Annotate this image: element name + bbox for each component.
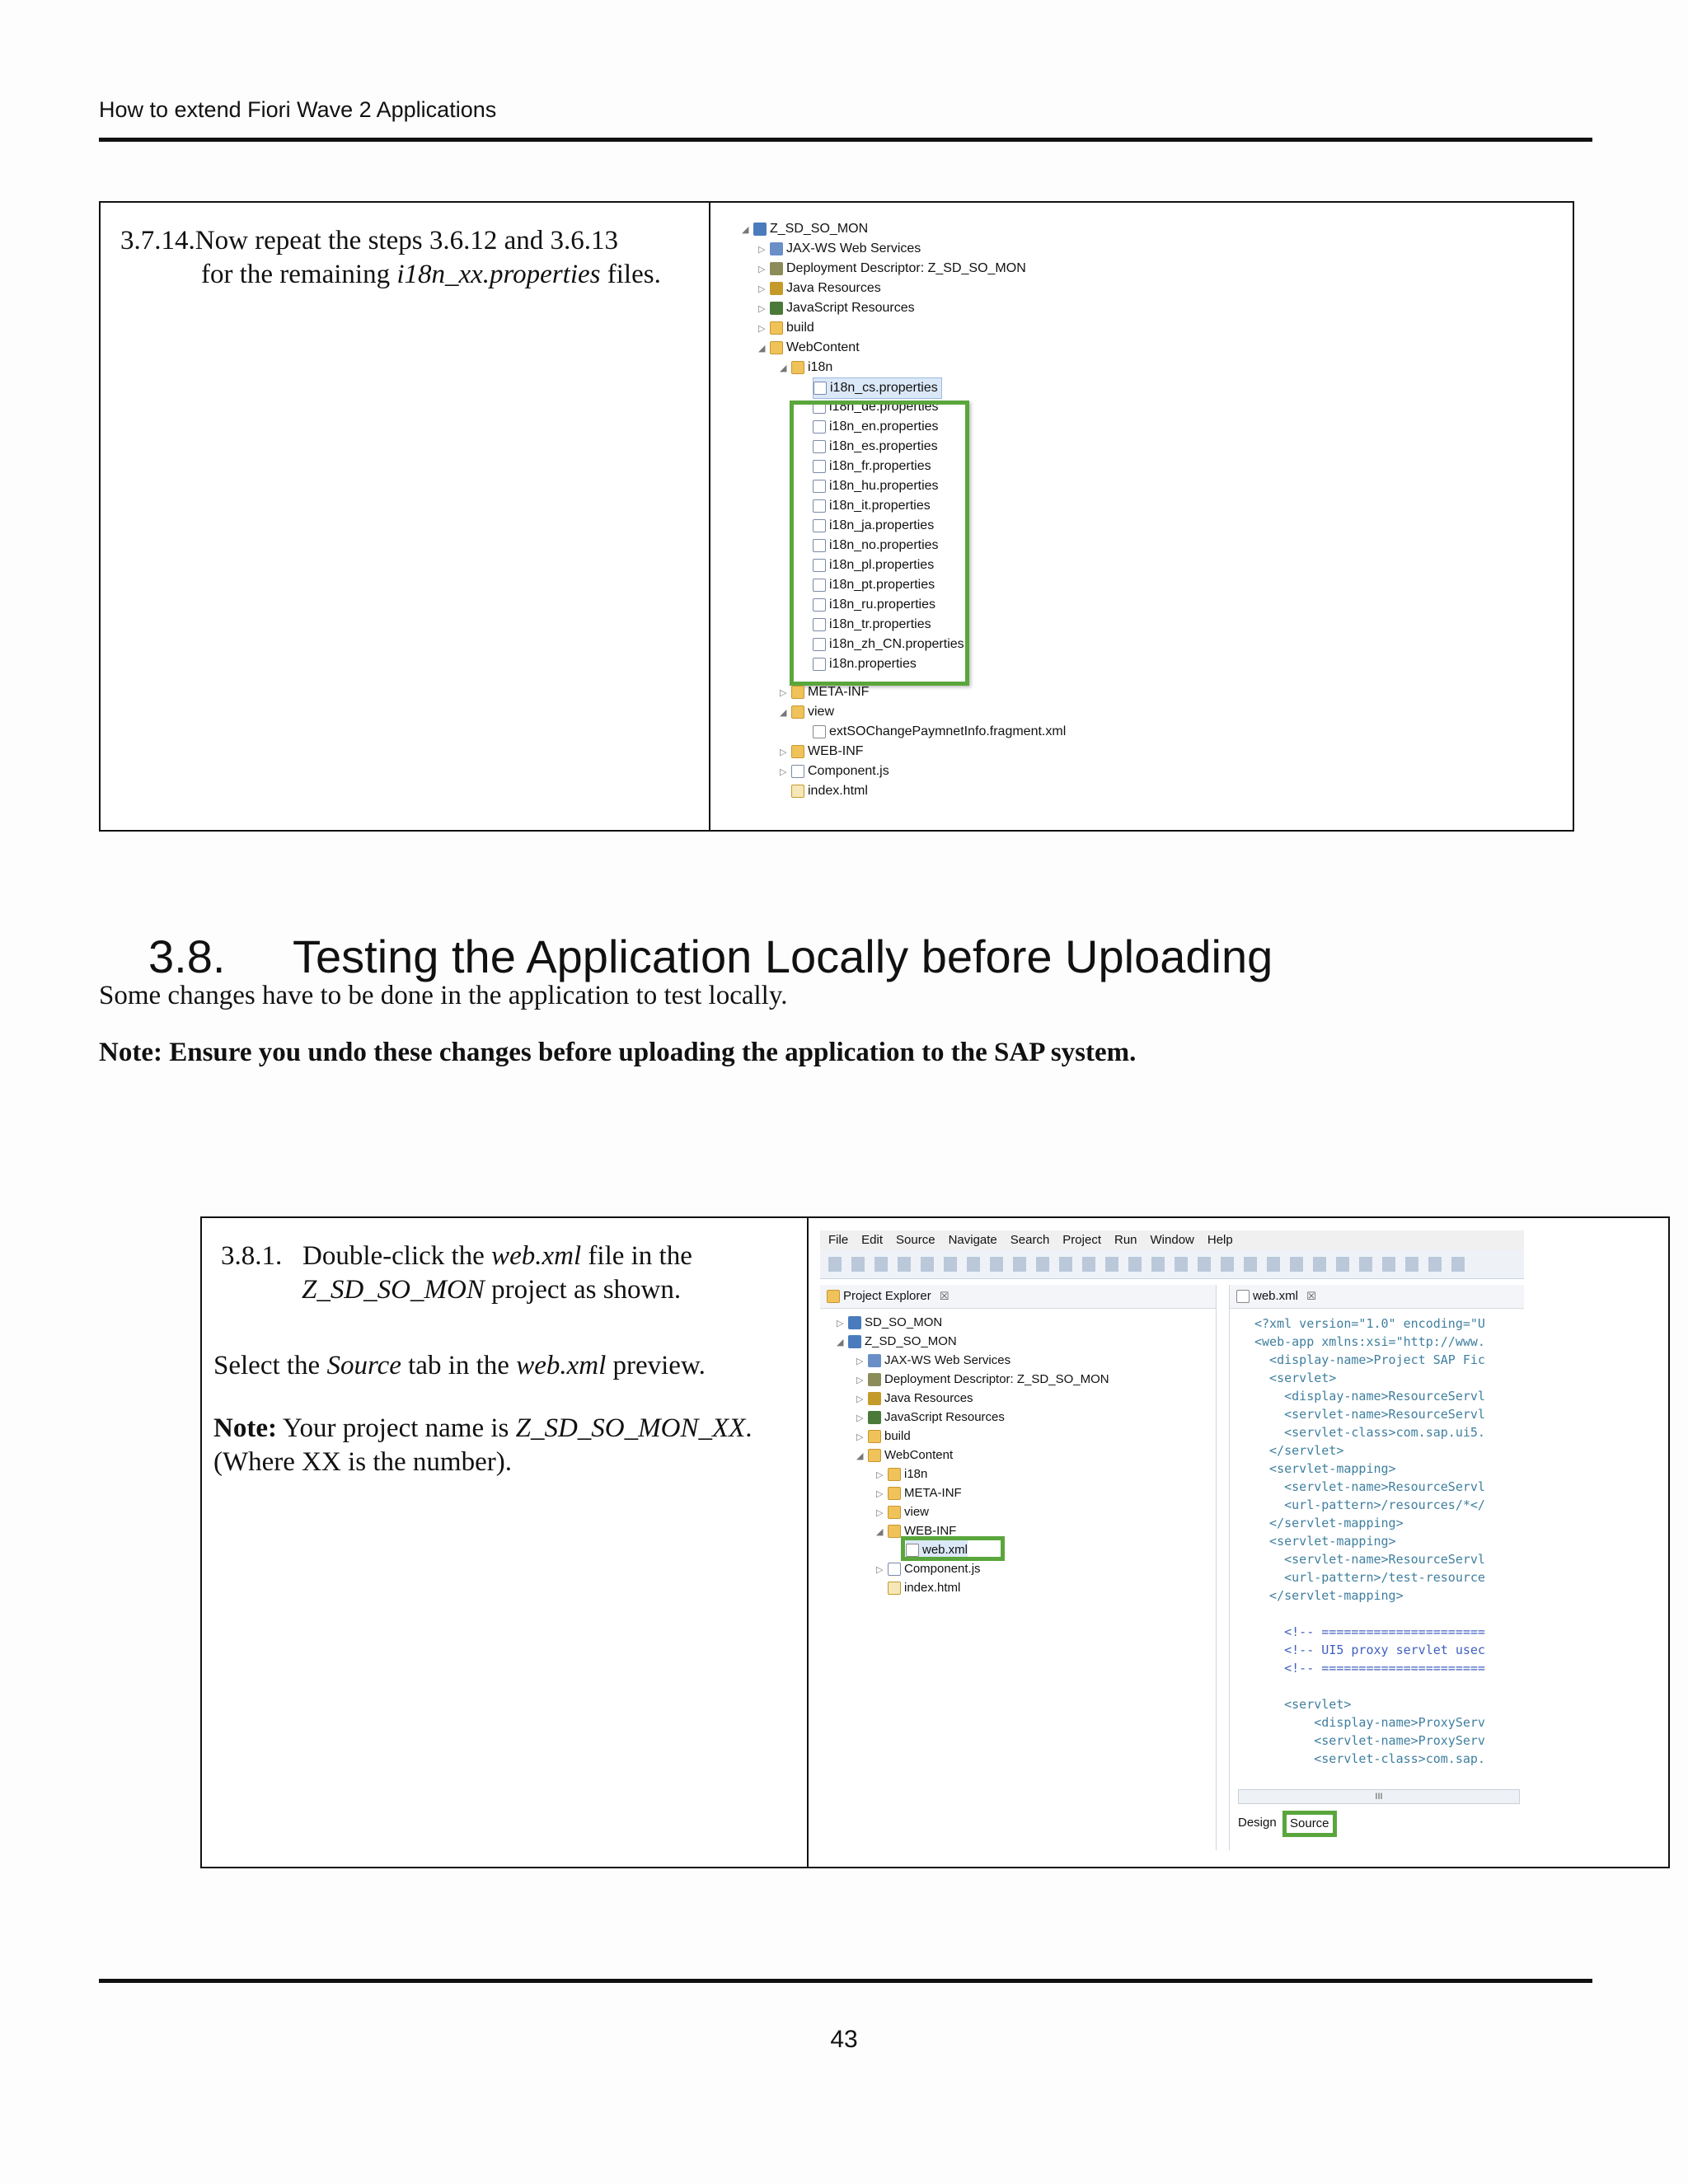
text-filename: web.xml [516, 1351, 607, 1380]
tree-row[interactable]: ▷ JavaScript Resources [856, 1410, 1005, 1424]
code-line: <servlet> [1254, 1697, 1352, 1712]
tree-row[interactable]: ▷ build [856, 1429, 911, 1443]
code-line: </servlet> [1254, 1443, 1344, 1458]
page-number: 43 [830, 2026, 858, 2053]
tree-row[interactable]: ▷ JAX-WS Web Services [856, 1353, 1011, 1367]
code-line: <display-name>ResourceServl [1254, 1389, 1485, 1404]
menu-search[interactable]: Search [1010, 1233, 1050, 1247]
step-project-name: Z_SD_SO_MON [302, 1275, 485, 1305]
tree-file-row[interactable]: i18n_es.properties [813, 437, 938, 457]
tree-row[interactable]: index.html [791, 781, 868, 801]
menu-navigate[interactable]: Navigate [948, 1233, 997, 1247]
table-divider [709, 201, 710, 832]
tree-file-row[interactable]: i18n_fr.properties [813, 457, 931, 476]
tree-file-row[interactable]: i18n_no.properties [813, 536, 939, 555]
text-source: Source [326, 1351, 401, 1380]
xml-source-view[interactable] [1254, 1315, 1524, 1784]
folder-open-icon [791, 361, 804, 374]
step-number: 3.7.14. [120, 226, 195, 255]
step-filename: web.xml [491, 1241, 582, 1271]
explorer-title[interactable]: Project Explorer [843, 1289, 931, 1303]
code-line: <servlet-name>ResourceServl [1254, 1479, 1485, 1494]
webservice-icon [868, 1354, 881, 1367]
tree-row[interactable]: ▷ Component.js [876, 1562, 981, 1576]
code-line: <servlet-name>ResourceServl [1254, 1407, 1485, 1422]
tree-row[interactable]: ▷ JavaScript Resources [758, 301, 915, 315]
project-icon [848, 1316, 861, 1329]
code-line: <!-- ====================== [1254, 1624, 1485, 1639]
xml-file-icon [813, 725, 826, 738]
project-icon [848, 1335, 861, 1348]
tree-file-row[interactable]: i18n_de.properties [813, 397, 939, 417]
menu-bar [820, 1230, 1524, 1250]
tree-file-row[interactable]: i18n_ja.properties [813, 516, 934, 536]
note-label: Note: [213, 1413, 277, 1443]
file-icon [814, 382, 827, 395]
tree-row[interactable]: ◢ WebContent [758, 340, 860, 354]
code-line: <url-pattern>/resources/*</ [1254, 1497, 1485, 1512]
js-file-icon [791, 765, 804, 778]
folder-open-icon [888, 1525, 901, 1538]
code-line: <?xml version="1.0" encoding="U [1254, 1316, 1485, 1331]
tree-row[interactable]: ◢ i18n [780, 360, 833, 374]
folder-icon [888, 1468, 901, 1481]
text-project: Z_SD_SO_MON_XX [515, 1413, 746, 1443]
section-intro: Some changes have to be done in the application to test locally. [99, 981, 788, 1010]
tree-row[interactable]: ▷ i18n [876, 1467, 928, 1481]
step-text-line2c: files. [600, 260, 661, 289]
code-line: <servlet-name>ProxyServ [1254, 1733, 1485, 1748]
html-file-icon [791, 785, 804, 798]
folder-open-icon [868, 1449, 881, 1462]
highlight-box [901, 1536, 1005, 1561]
tree-row[interactable]: index.html [888, 1578, 960, 1598]
html-file-icon [888, 1582, 901, 1595]
footer-rule [99, 1979, 1592, 1983]
step-number: 3.8.1. [221, 1241, 283, 1271]
project-tree-screenshot [734, 216, 1162, 809]
tab-design[interactable]: Design [1238, 1816, 1277, 1830]
scrollbar-grip: III [1375, 1792, 1383, 1802]
tree-file-row[interactable]: i18n_it.properties [813, 496, 931, 516]
code-line: <servlet> [1254, 1371, 1337, 1385]
section-title: Testing the Application Locally before Uploading [293, 930, 1273, 982]
editor-tabbar [1230, 1285, 1524, 1309]
section-number: 3.8. [148, 930, 226, 982]
section-note: Note: Ensure you undo these changes before uploading the application to the SAP system. [99, 1038, 1137, 1067]
code-line: <servlet-mapping> [1254, 1534, 1396, 1549]
close-icon[interactable]: ☒ [939, 1290, 950, 1302]
step-text: Double-click the [302, 1241, 492, 1271]
folder-icon [868, 1430, 881, 1443]
code-line: <display-name>ProxyServ [1254, 1715, 1485, 1730]
js-file-icon [888, 1563, 901, 1576]
tree-file-row[interactable]: i18n_ru.properties [813, 595, 935, 615]
project-name-note [213, 1412, 807, 1479]
tree-row[interactable]: ◢ WebContent [856, 1448, 954, 1462]
tree-file-row[interactable]: i18n_pt.properties [813, 575, 935, 595]
code-line: <servlet-name>ResourceServl [1254, 1552, 1485, 1567]
section-heading [148, 930, 1273, 983]
javascript-icon [770, 302, 783, 315]
folder-icon [791, 745, 804, 758]
table-divider [807, 1216, 809, 1868]
step-text: project as shown. [484, 1275, 682, 1305]
tree-row-web-xml[interactable]: web.xml [906, 1540, 968, 1560]
explorer-header [820, 1285, 1216, 1309]
tree-row[interactable]: ▷ Java Resources [758, 281, 881, 295]
text: Your project name is [276, 1413, 516, 1443]
java-icon [770, 282, 783, 295]
text: (Where XX is the number). [213, 1447, 512, 1477]
tree-file-row[interactable]: extSOChangePaymnetInfo.fragment.xml [813, 722, 1066, 742]
descriptor-icon [868, 1373, 881, 1386]
code-line: <display-name>Project SAP Fic [1254, 1352, 1485, 1367]
select-source-instruction [213, 1349, 790, 1383]
folder-icon [888, 1487, 901, 1500]
step-3-8-1 [221, 1240, 798, 1307]
tree-row[interactable]: ▷ META-INF [780, 685, 870, 699]
tree-file-row[interactable]: i18n_hu.properties [813, 476, 939, 496]
code-line: <servlet-mapping> [1254, 1461, 1396, 1476]
tree-row[interactable]: ▷ view [876, 1505, 930, 1519]
tree-row[interactable]: ▷ META-INF [876, 1486, 962, 1500]
folder-open-icon [791, 705, 804, 719]
header-rule [99, 138, 1592, 142]
tree-row[interactable]: ▷ build [758, 321, 814, 335]
menu-run[interactable]: Run [1114, 1233, 1137, 1247]
close-icon[interactable]: ☒ [1306, 1290, 1316, 1302]
tab-source[interactable]: Source [1282, 1811, 1337, 1837]
code-line: <url-pattern>/test-resource [1254, 1570, 1485, 1585]
descriptor-icon [770, 262, 783, 275]
step-3-7-14 [120, 224, 697, 292]
menu-edit[interactable]: Edit [861, 1233, 884, 1247]
tree-row-project[interactable]: ◢ Z_SD_SO_MON [742, 222, 869, 236]
tree-row[interactable]: ▷ JAX-WS Web Services [758, 241, 921, 255]
tree-row[interactable]: ▷ WEB-INF [780, 744, 864, 758]
code-line: </servlet-mapping> [1254, 1516, 1404, 1530]
code-line: <web-app xmlns:xsi="http://www. [1254, 1334, 1485, 1349]
editor-tab-web-xml[interactable]: web.xml [1253, 1289, 1299, 1303]
tree-file-row[interactable]: i18n.properties [813, 654, 917, 674]
javascript-icon [868, 1411, 881, 1424]
highlight-box [790, 401, 969, 686]
menu-source[interactable]: Source [896, 1233, 935, 1247]
step-filename: i18n_xx.properties [396, 260, 601, 289]
step-text-line2a: for the remaining [201, 260, 397, 289]
explorer-icon [827, 1290, 840, 1303]
tree-row[interactable]: ▷ Java Resources [856, 1391, 973, 1405]
project-icon [753, 223, 767, 236]
tree-row[interactable]: ▷ Component.js [780, 764, 889, 778]
tree-row[interactable]: ▷ Deployment Descriptor: Z_SD_SO_MON [758, 261, 1026, 275]
horizontal-scrollbar[interactable] [1238, 1789, 1520, 1804]
tree-file-row[interactable]: i18n_tr.properties [813, 615, 931, 635]
step-text: file in the [581, 1241, 692, 1271]
tree-row[interactable]: ◢ view [780, 705, 835, 719]
code-line: <servlet-class>com.sap. [1254, 1751, 1485, 1766]
java-icon [868, 1392, 881, 1405]
folder-icon [770, 321, 783, 335]
text: tab in the [401, 1351, 517, 1380]
menu-project[interactable]: Project [1062, 1233, 1101, 1247]
running-header: How to extend Fiori Wave 2 Applications [99, 97, 497, 122]
tree-file-row[interactable]: i18n_zh_CN.properties [813, 635, 964, 654]
editor-bottom-tabs [1230, 1809, 1524, 1837]
menu-help[interactable]: Help [1207, 1233, 1233, 1247]
xml-file-icon [1236, 1290, 1250, 1303]
tree-file-row[interactable]: i18n_en.properties [813, 417, 939, 437]
folder-open-icon [770, 341, 783, 354]
tree-row[interactable]: ◢ Z_SD_SO_MON [837, 1334, 957, 1348]
toolbar [820, 1250, 1524, 1279]
tree-file-row-selected[interactable]: i18n_cs.properties [813, 377, 942, 399]
project-explorer [820, 1285, 1217, 1850]
ide-screenshot [820, 1230, 1524, 1850]
editor-pane [1229, 1285, 1524, 1850]
text: preview. [606, 1351, 706, 1380]
menu-window[interactable]: Window [1150, 1233, 1194, 1247]
code-line: <!-- UI5 proxy servlet usec [1254, 1643, 1485, 1657]
tree-row[interactable]: ◢ WEB-INF [876, 1524, 957, 1538]
tree-file-row[interactable]: i18n_pl.properties [813, 555, 934, 575]
text: . [745, 1413, 753, 1443]
code-line: <!-- ====================== [1254, 1661, 1485, 1675]
webservice-icon [770, 242, 783, 255]
step-text-line1: Now repeat the steps 3.6.12 and 3.6.13 [195, 226, 618, 255]
code-line: <servlet-class>com.sap.ui5. [1254, 1425, 1485, 1440]
folder-icon [791, 686, 804, 699]
text: Select the [213, 1351, 327, 1380]
tree-row[interactable]: ▷ SD_SO_MON [837, 1315, 943, 1329]
tree-row[interactable]: ▷ Deployment Descriptor: Z_SD_SO_MON [856, 1372, 1109, 1386]
code-line: </servlet-mapping> [1254, 1588, 1404, 1603]
folder-icon [888, 1506, 901, 1519]
menu-file[interactable]: File [828, 1233, 849, 1247]
toolbar-icons[interactable] [828, 1257, 1471, 1272]
